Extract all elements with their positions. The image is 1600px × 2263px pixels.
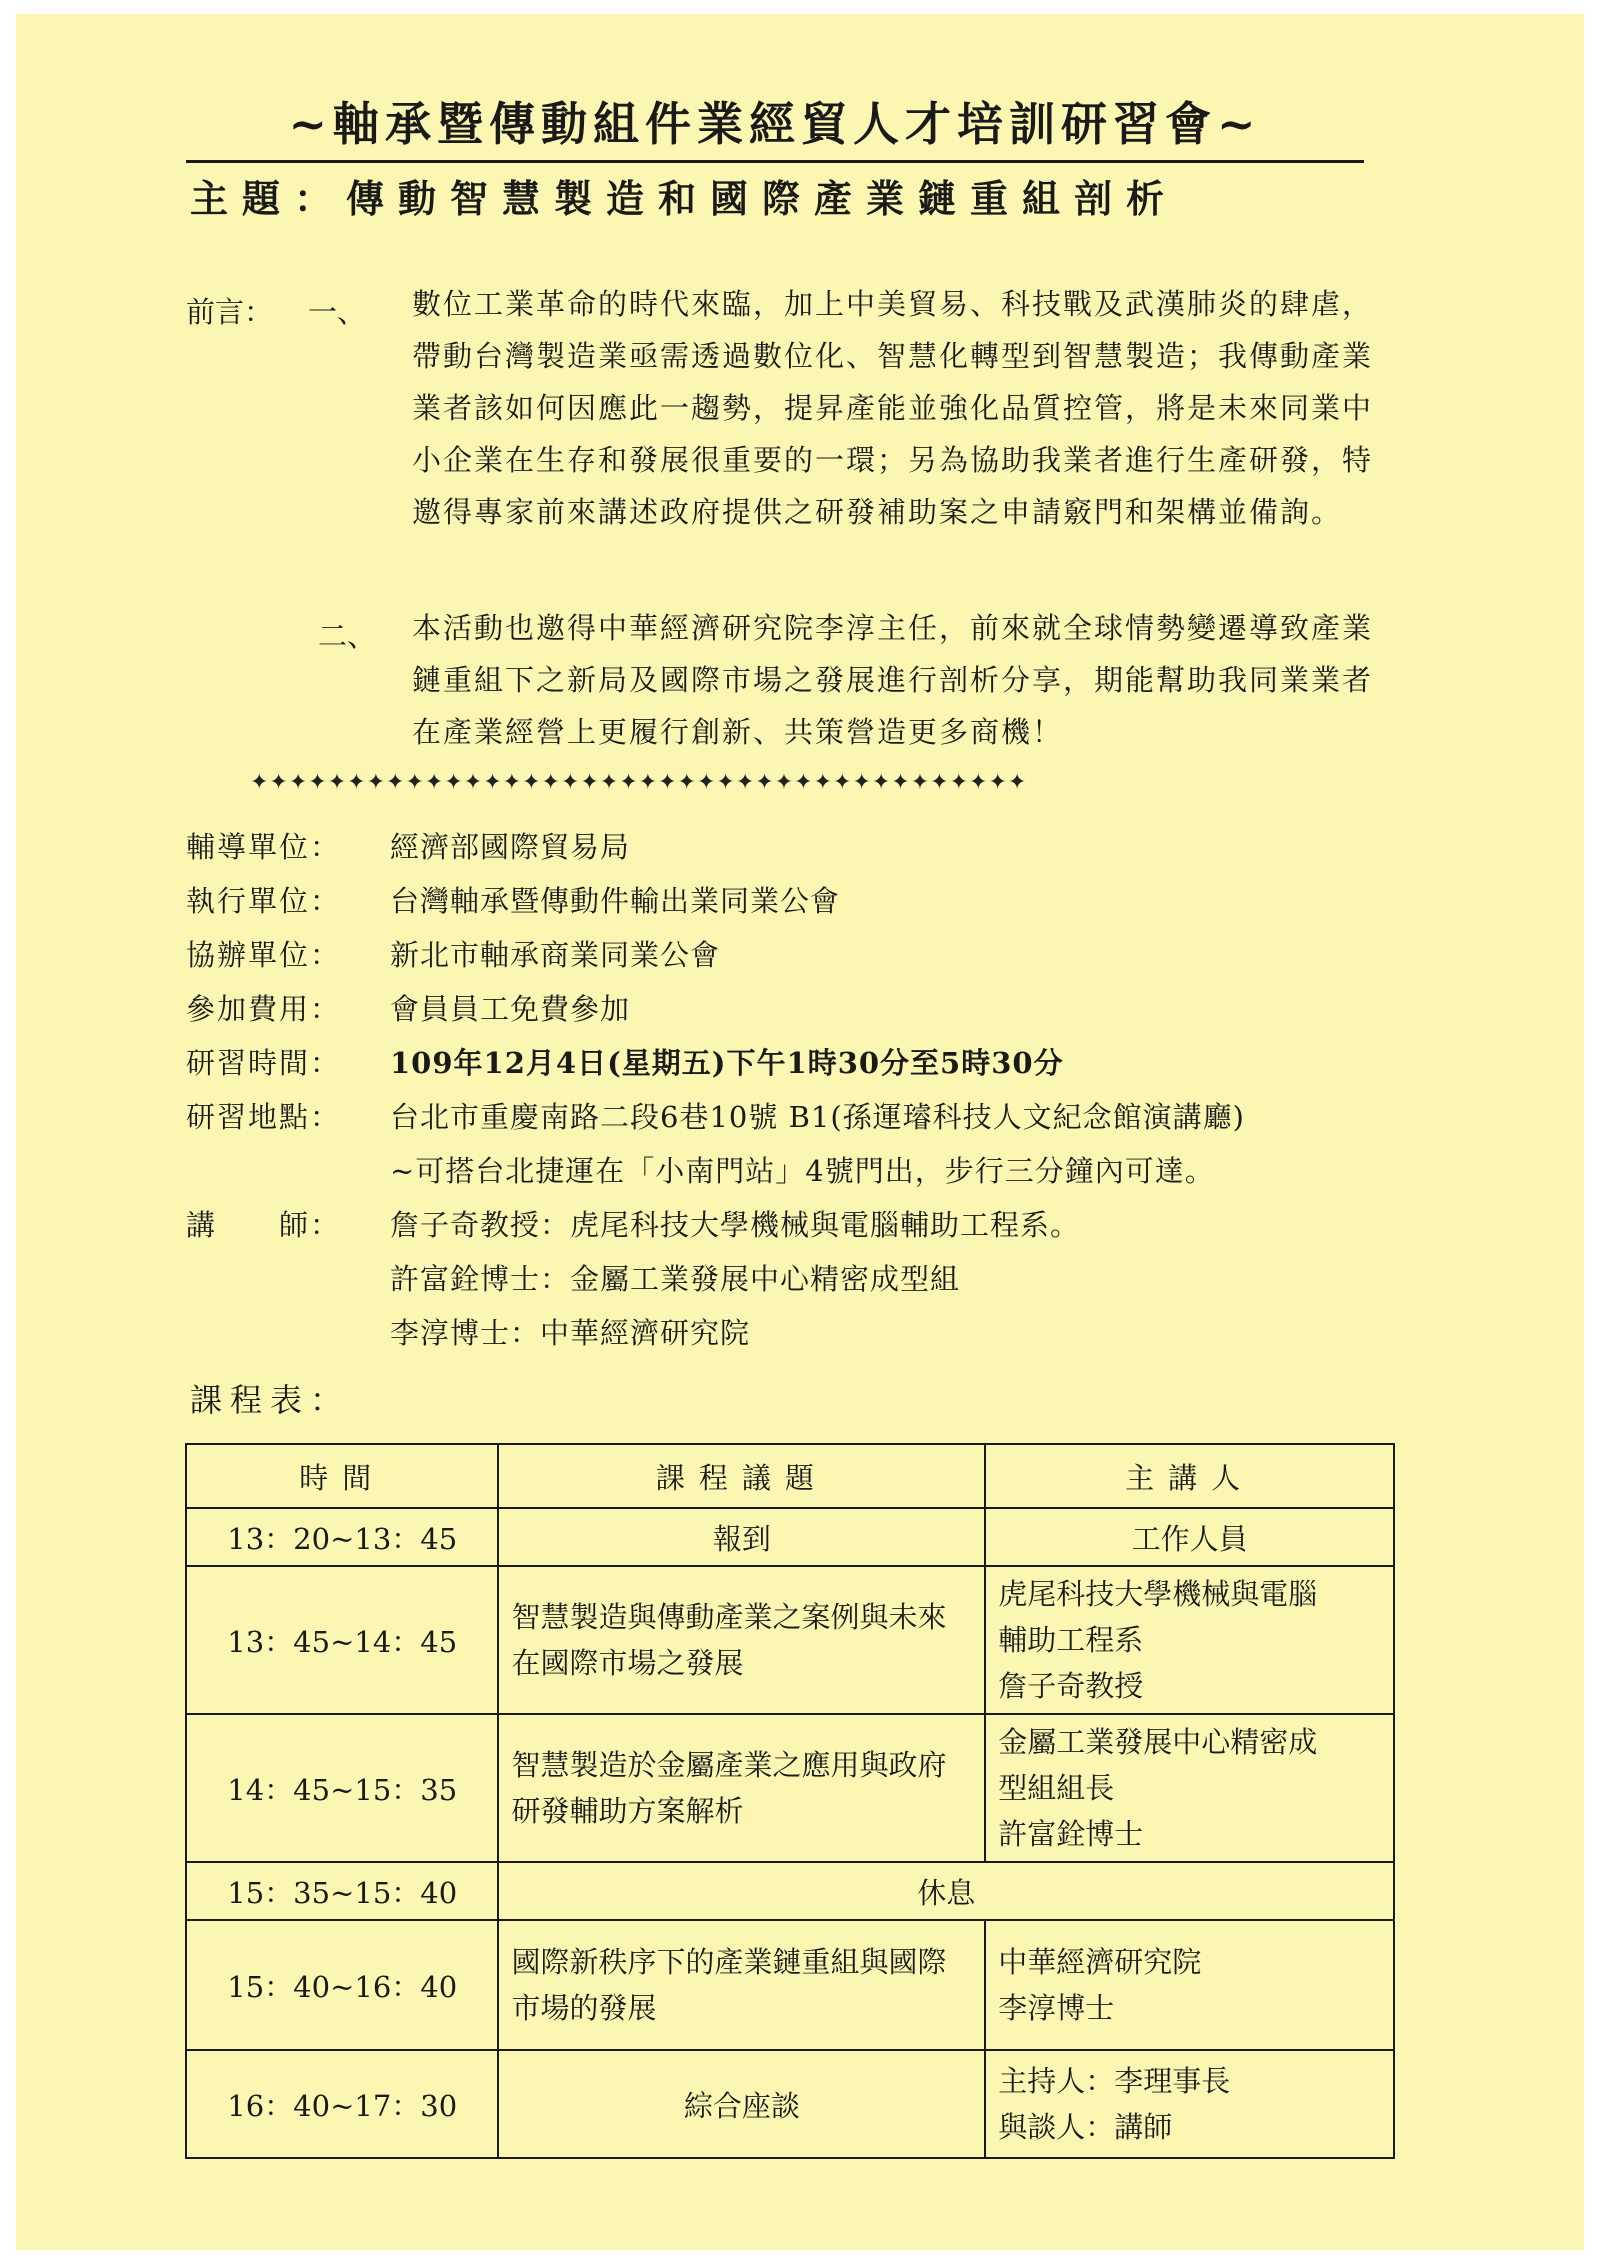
schedule-heading: 課程表：	[190, 1381, 351, 1419]
time-value: 109年12月4日(星期五)下午1時30分至5時30分	[390, 1046, 1064, 1080]
row-speaker	[985, 1566, 1394, 1714]
row-topic: 報到	[498, 1508, 985, 1566]
speaker-line: 虎尾科技大學機械與電腦	[998, 1577, 1318, 1611]
intro-item-1-number: 一、	[308, 295, 367, 329]
speaker-line: 詹子奇教授	[998, 1669, 1144, 1703]
header-topic: 課程議題	[498, 1444, 985, 1508]
speaker-line: 型組組長	[998, 1771, 1115, 1805]
speaker-line: 與談人：講師	[998, 2110, 1173, 2144]
table-row	[186, 1862, 1394, 1920]
page-title: ~軸承暨傳動組件業經貿人才培訓研習會~	[186, 88, 1364, 163]
row-speaker	[985, 2050, 1394, 2158]
row-topic: 國際新秩序下的產業鏈重組與國際市場的發展	[498, 1920, 985, 2050]
row-time: 15：35~15：40	[186, 1862, 498, 1920]
table-row	[186, 1920, 1394, 2050]
advisor-label: 輔導單位：	[186, 830, 342, 864]
page-subtitle: 主題：傳動智慧製造和國際產業鏈重組剖析	[190, 176, 1179, 221]
co-organizer-label: 協辦單位：	[186, 938, 342, 972]
place-label: 研習地點：	[186, 1100, 342, 1134]
decorative-divider: ✦✦✦✦✦✦✦✦✦✦✦✦✦✦✦✦✦✦✦✦✦✦✦✦✦✦✦✦✦✦✦✦✦✦✦✦✦✦✦✦	[250, 770, 1028, 795]
speaker-line: 金屬工業發展中心精密成	[998, 1725, 1318, 1759]
table-header-row	[186, 1444, 1394, 1508]
header-time: 時間	[186, 1444, 498, 1508]
fee-label: 參加費用：	[186, 992, 342, 1026]
row-speaker	[985, 1920, 1394, 2050]
speaker-line: 中華經濟研究院	[998, 1945, 1202, 1979]
row-topic: 智慧製造與傳動產業之案例與未來在國際市場之發展	[498, 1566, 985, 1714]
speaker-line: 輔助工程系	[998, 1623, 1144, 1657]
speaker-line: 許富銓博士	[998, 1817, 1144, 1851]
fee-value: 會員員工免費參加	[390, 992, 631, 1026]
table-row	[186, 1714, 1394, 1862]
row-time: 15：40~16：40	[186, 1920, 498, 2050]
speaker-line: 主持人：李理事長	[998, 2064, 1231, 2098]
advisor-value: 經濟部國際貿易局	[390, 830, 631, 864]
place-value: 台北市重慶南路二段6巷10號 B1(孫運璿科技人文紀念館演講廳)	[390, 1100, 1245, 1134]
row-topic: 休息	[498, 1862, 1394, 1920]
row-time: 14：45~15：35	[186, 1714, 498, 1862]
row-speaker	[985, 1714, 1394, 1862]
speaker-2: 許富銓博士：金屬工業發展中心精密成型組	[390, 1262, 961, 1296]
row-time: 13：45~14：45	[186, 1566, 498, 1714]
speaker-label: 講 師：	[186, 1208, 342, 1242]
intro-label: 前言：	[186, 295, 274, 329]
executor-label: 執行單位：	[186, 884, 342, 918]
schedule-table	[185, 1443, 1395, 2159]
speaker-3: 李淳博士：中華經濟研究院	[390, 1316, 751, 1350]
co-organizer-value: 新北市軸承商業同業公會	[390, 938, 721, 972]
row-topic: 綜合座談	[498, 2050, 985, 2158]
speaker-line: 李淳博士	[998, 1991, 1115, 2025]
table-row	[186, 1566, 1394, 1714]
intro-item-2-number: 二、	[318, 619, 377, 653]
place-note: ~可搭台北捷運在「小南門站」4號門出，步行三分鐘內可達。	[390, 1154, 1215, 1188]
intro-item-1-text: 數位工業革命的時代來臨，加上中美貿易、科技戰及武漢肺炎的肆虐，帶動台灣製造業亟需透過數位化、智慧化轉型到智慧製造；我傳動產業業者該如何因應此一趨勢，提昇產能並強化品質控管，將是未來同業中小企業在生存和發展很重要的一環；另為協助我業者進行生產研發，特邀得專家前來講述政府提供之研發補助案之申請竅門和架構並備詢。	[412, 287, 1374, 529]
executor-value: 台灣軸承暨傳動件輸出業同業公會	[390, 884, 841, 918]
row-time: 13：20~13：45	[186, 1508, 498, 1566]
header-speaker: 主講人	[985, 1444, 1394, 1508]
table-row	[186, 1508, 1394, 1566]
time-label: 研習時間：	[186, 1046, 342, 1080]
row-speaker: 工作人員	[985, 1508, 1394, 1566]
row-topic: 智慧製造於金屬產業之應用與政府研發輔助方案解析	[498, 1714, 985, 1862]
row-time: 16：40~17：30	[186, 2050, 498, 2158]
speaker-1: 詹子奇教授：虎尾科技大學機械與電腦輔助工程系。	[390, 1208, 1081, 1242]
table-row	[186, 2050, 1394, 2158]
intro-item-2-text: 本活動也邀得中華經濟研究院李淳主任，前來就全球情勢變遷導致產業鏈重組下之新局及國際市場之發展進行剖析分享，期能幫助我同業業者在產業經營上更履行創新、共策營造更多商機！	[412, 611, 1374, 749]
